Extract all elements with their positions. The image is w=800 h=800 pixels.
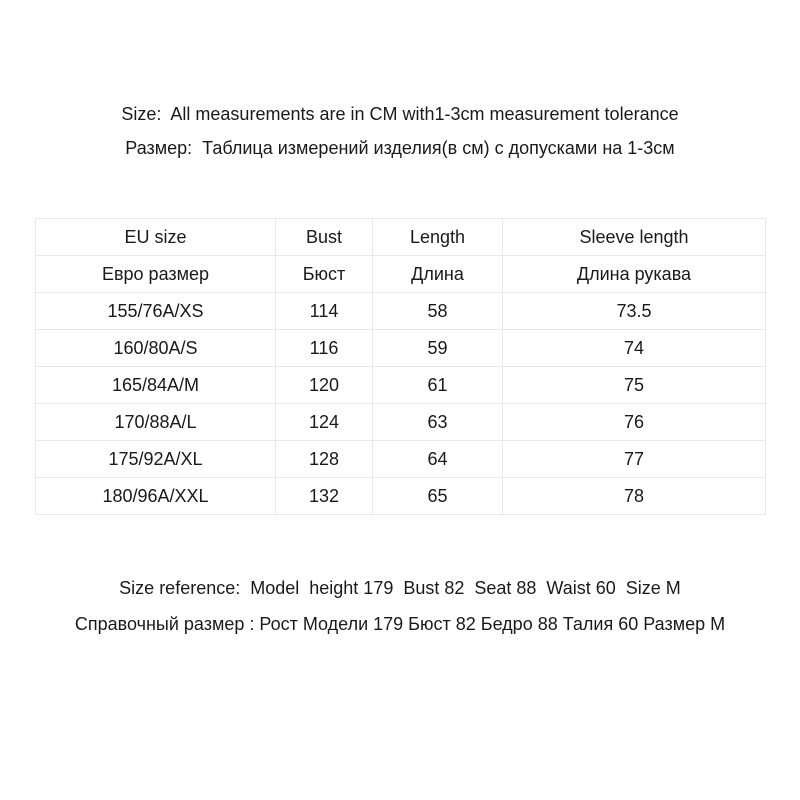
column-header: Length xyxy=(373,219,503,256)
column-header: Длина xyxy=(373,256,503,293)
table-cell: 170/88A/L xyxy=(36,404,276,441)
table-cell: 116 xyxy=(276,330,373,367)
table-cell: 64 xyxy=(373,441,503,478)
tolerance-note-ru: Размер: Таблица измерений изделия(в см) с допусками на 1-3см xyxy=(125,138,675,158)
table-row xyxy=(36,367,766,404)
size-table-head xyxy=(36,219,766,293)
table-cell: 120 xyxy=(276,367,373,404)
table-cell: 76 xyxy=(503,404,766,441)
table-cell: 155/76A/XS xyxy=(36,293,276,330)
table-row xyxy=(36,330,766,367)
column-header: Длина рукава xyxy=(503,256,766,293)
table-cell: 132 xyxy=(276,478,373,515)
column-header: Bust xyxy=(276,219,373,256)
table-cell: 114 xyxy=(276,293,373,330)
size-table-body xyxy=(36,293,766,515)
table-cell: 63 xyxy=(373,404,503,441)
table-row xyxy=(36,478,766,515)
column-header: EU size xyxy=(36,219,276,256)
table-cell: 180/96A/XXL xyxy=(36,478,276,515)
table-cell: 61 xyxy=(373,367,503,404)
table-cell: 160/80A/S xyxy=(36,330,276,367)
table-cell: 59 xyxy=(373,330,503,367)
column-header: Евро размер xyxy=(36,256,276,293)
size-table xyxy=(35,218,766,515)
table-cell: 165/84A/M xyxy=(36,367,276,404)
size-reference-note xyxy=(0,570,800,642)
column-header: Бюст xyxy=(276,256,373,293)
table-cell: 75 xyxy=(503,367,766,404)
table-cell: 128 xyxy=(276,441,373,478)
table-cell: 58 xyxy=(373,293,503,330)
column-header: Sleeve length xyxy=(503,219,766,256)
tolerance-note-en: Size: All measurements are in CM with1-3cm measurement tolerance xyxy=(121,104,679,124)
header-row-en xyxy=(36,219,766,256)
table-row xyxy=(36,441,766,478)
size-reference-ru: Справочный размер : Рост Модели 179 Бюст 82 Бедро 88 Талия 60 Размер М xyxy=(74,614,726,634)
size-reference-en: Size reference: Model height 179 Bust 82 Seat 88 Waist 60 Size M xyxy=(119,578,681,598)
table-cell: 74 xyxy=(503,330,766,367)
table-cell: 124 xyxy=(276,404,373,441)
table-cell: 78 xyxy=(503,478,766,515)
table-cell: 175/92A/XL xyxy=(36,441,276,478)
table-cell: 73.5 xyxy=(503,293,766,330)
table-cell: 65 xyxy=(373,478,503,515)
header-row-ru xyxy=(36,256,766,293)
table-row xyxy=(36,293,766,330)
table-cell: 77 xyxy=(503,441,766,478)
table-row xyxy=(36,404,766,441)
tolerance-note xyxy=(0,97,800,165)
